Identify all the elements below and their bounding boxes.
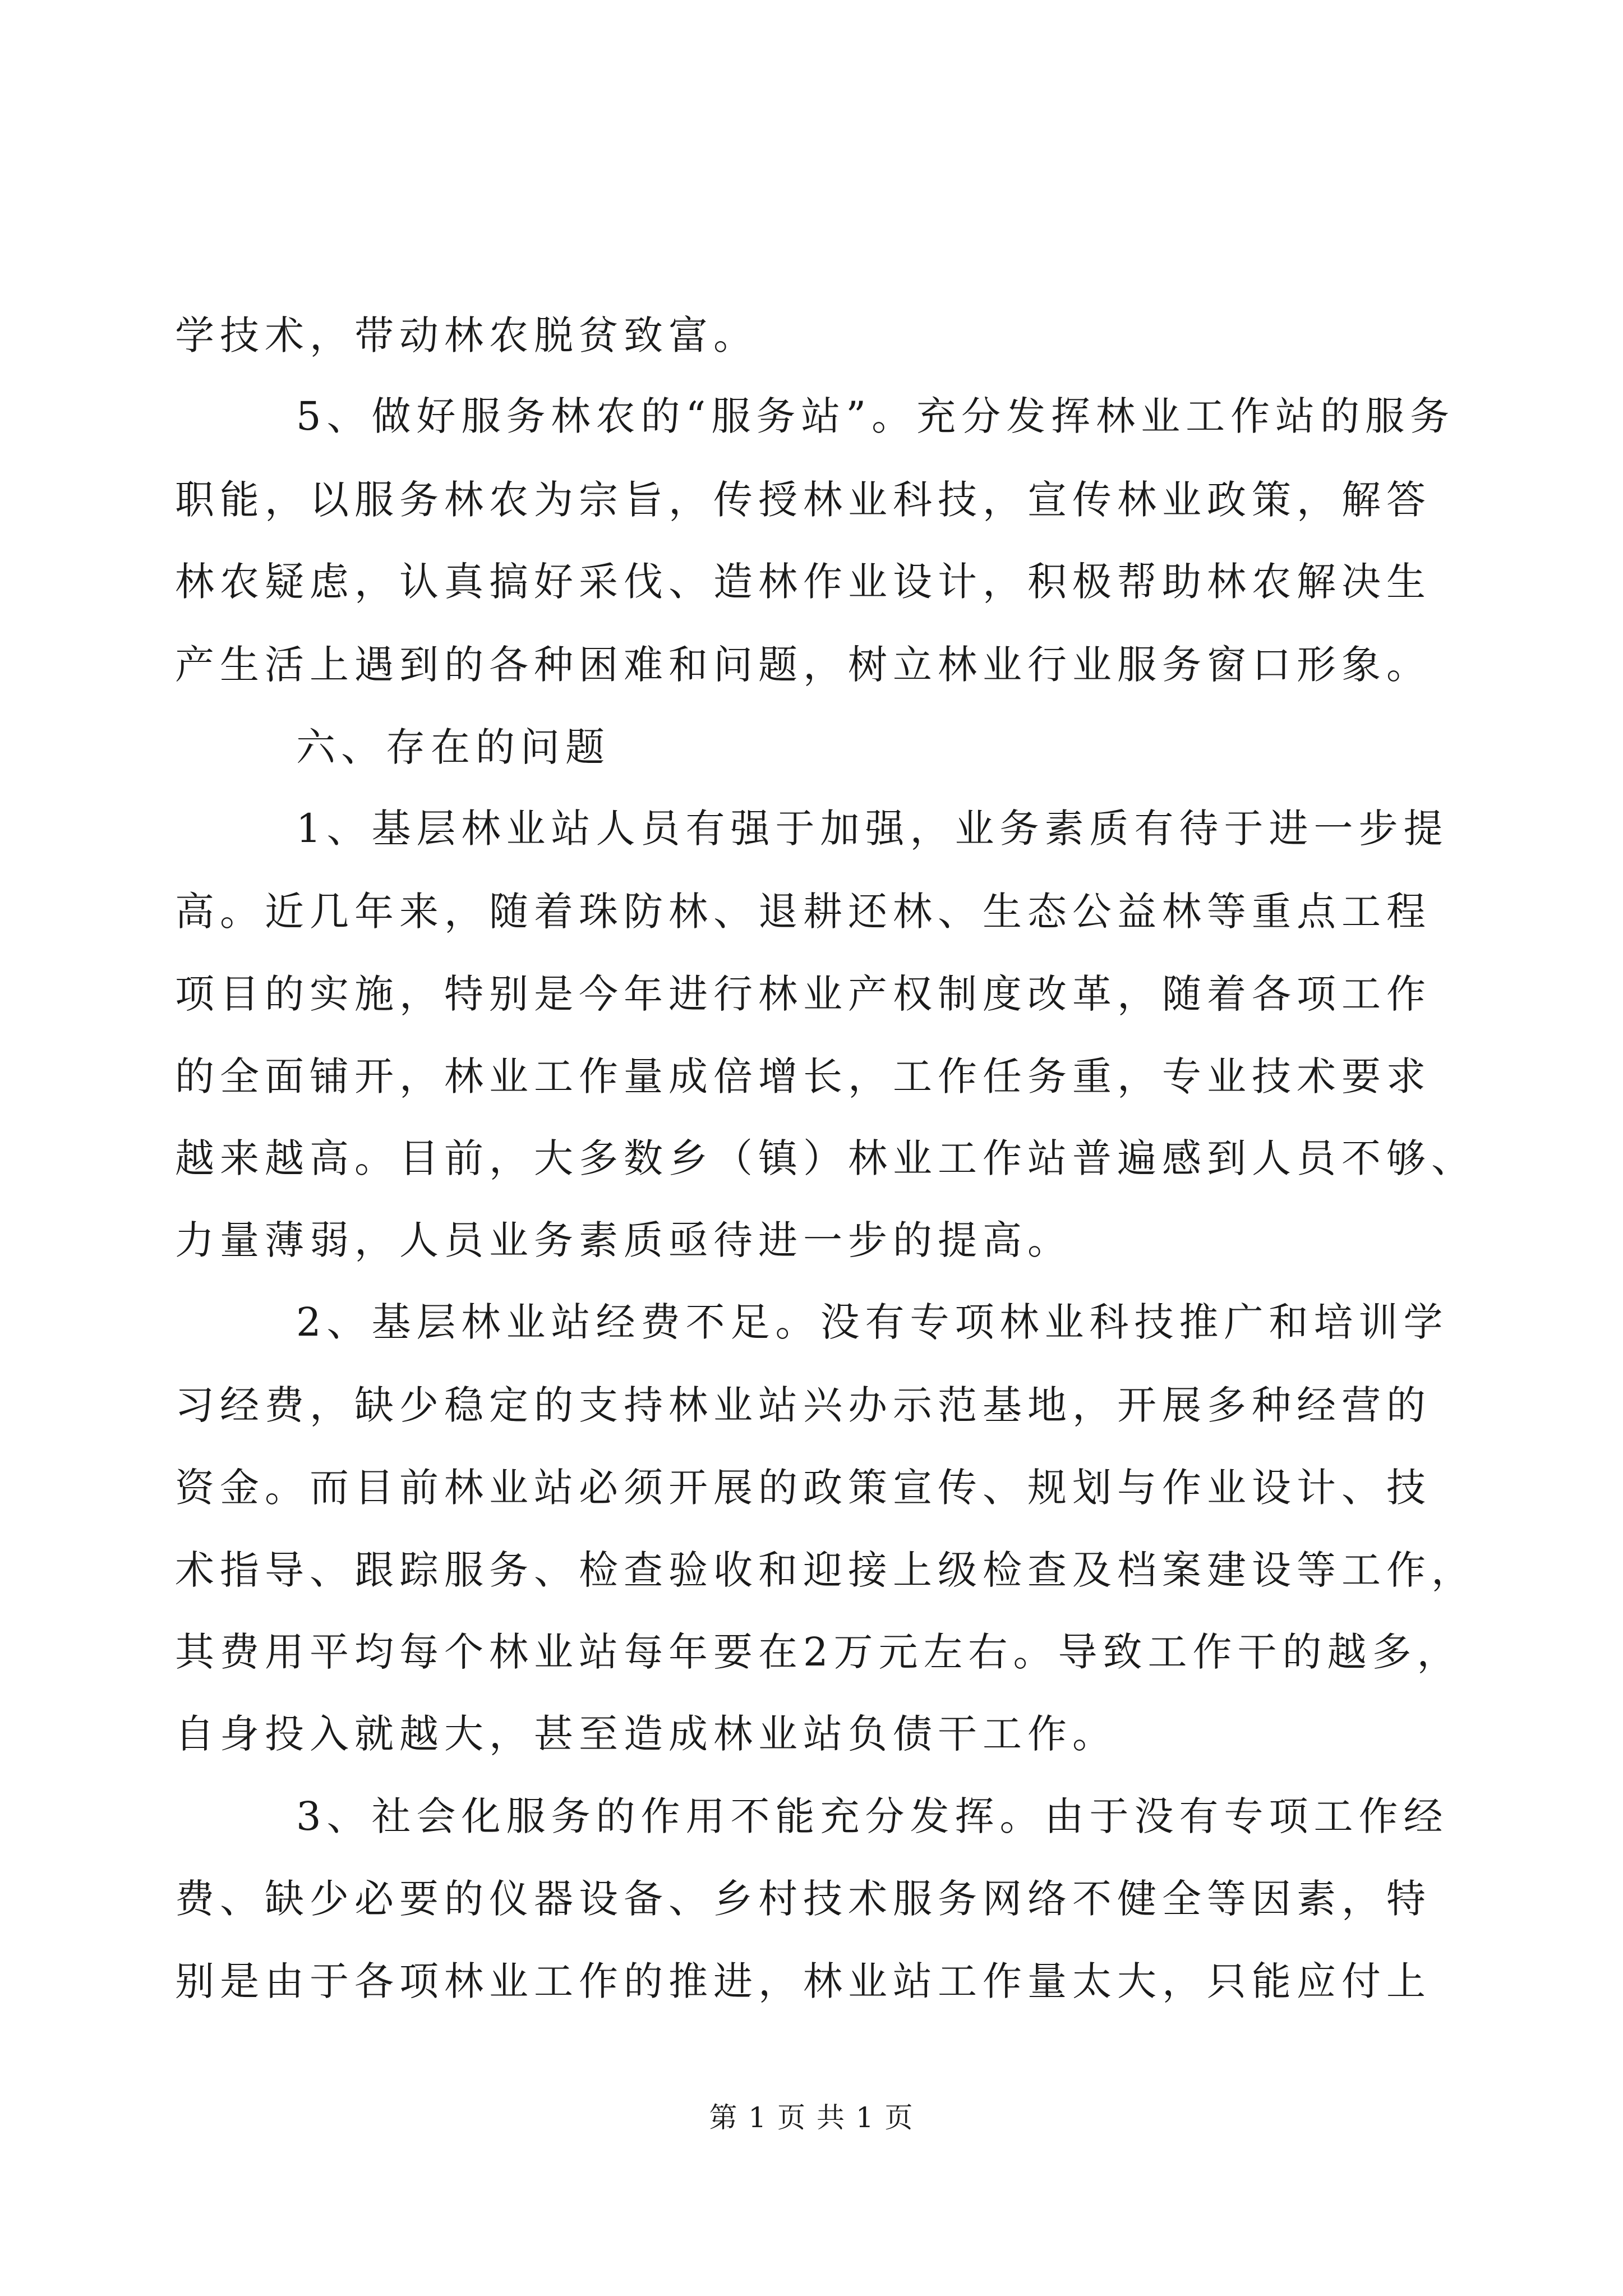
body-line: 2、基层林业站经费不足。没有专项林业科技推广和培训学 (296, 1299, 1449, 1345)
body-line: 资金。而目前林业站必须开展的政策宣传、规划与作业设计、技 (175, 1465, 1431, 1511)
body-line: 产生活上遇到的各种困难和问题，树立林业行业服务窗口形象。 (175, 642, 1431, 688)
body-line: 学技术，带动林农脱贫致富。 (175, 312, 758, 358)
body-line: 职能，以服务林农为宗旨，传授林业科技，宣传林业政策，解答 (175, 477, 1431, 523)
body-line: 别是由于各项林业工作的推进，林业站工作量太大，只能应付上 (175, 1958, 1431, 2004)
body-line: 自身投入就越大，甚至造成林业站负债干工作。 (175, 1711, 1117, 1757)
page-number: 第 1 页 共 1 页 (709, 2101, 914, 2134)
section-heading: 六、存在的问题 (296, 724, 610, 770)
body-line: 5、做好服务林农的“服务站”。充分发挥林业工作站的服务 (296, 393, 1455, 439)
body-line: 费、缺少必要的仪器设备、乡村技术服务网络不健全等因素，特 (175, 1876, 1431, 1922)
body-line: 其费用平均每个林业站每年要在2万元左右。导致工作干的越多， (175, 1629, 1462, 1675)
body-line: 力量薄弱，人员业务素质亟待进一步的提高。 (175, 1217, 1072, 1263)
page-footer (0, 2098, 1623, 2137)
body-line: 1、基层林业站人员有强于加强，业务素质有待于进一步提 (296, 806, 1449, 852)
body-line: 3、社会化服务的作用不能充分发挥。由于没有专项工作经 (296, 1793, 1449, 1839)
body-line: 的全面铺开，林业工作量成倍增长，工作任务重，专业技术要求 (175, 1053, 1431, 1099)
body-line: 习经费，缺少稳定的支持林业站兴办示范基地，开展多种经营的 (175, 1382, 1431, 1428)
body-line: 林农疑虑，认真搞好采伐、造林作业设计，积极帮助林农解决生 (175, 559, 1431, 605)
body-line: 高。近几年来，随着珠防林、退耕还林、生态公益林等重点工程 (175, 889, 1431, 935)
body-line: 越来越高。目前，大多数乡（镇）林业工作站普遍感到人员不够、 (175, 1135, 1476, 1181)
body-line: 项目的实施，特别是今年进行林业产权制度改革，随着各项工作 (175, 971, 1431, 1017)
body-line: 术指导、跟踪服务、检查验收和迎接上级检查及档案建设等工作， (175, 1547, 1476, 1593)
